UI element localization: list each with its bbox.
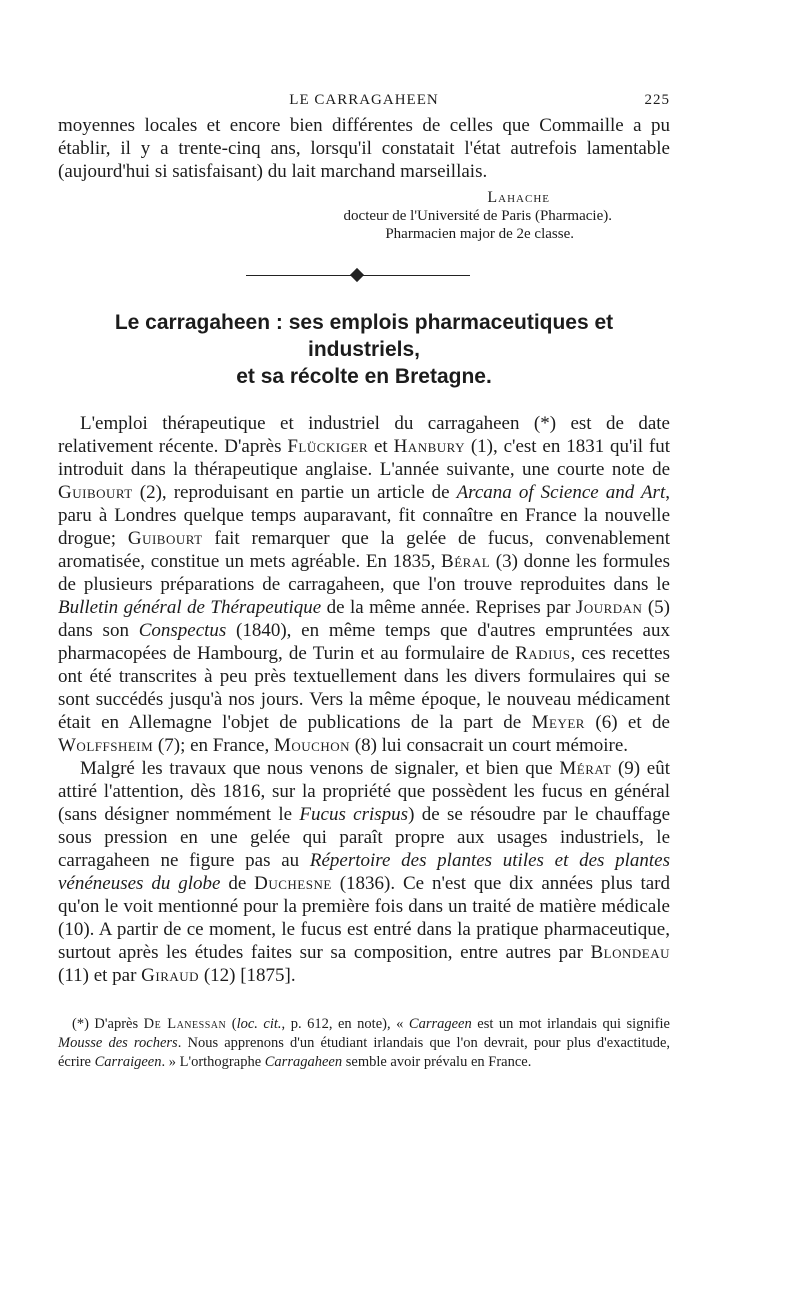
author-ref-giraud: Giraud <box>141 965 200 986</box>
paragraph-1 <box>58 412 670 757</box>
page <box>58 0 670 1072</box>
text-run: (12) [1875]. <box>199 965 296 986</box>
footnote <box>58 1015 670 1072</box>
article-title-line-2: et sa récolte en Bretagne. <box>236 365 492 388</box>
text-run: (9) eût attiré l'attention, dès 1816, sur la propriété que possèdent les fucus en général (sans désigner nommément le <box>58 758 670 825</box>
text-run: fait remarquer que la gelée de fucus, convenablement aromatisée, constitue un mets agréable. En 1835, <box>58 528 670 572</box>
author-rank: Pharmacien major de 2e classe. <box>385 226 574 242</box>
text-run: L'emploi thérapeutique et industriel du carragaheen (*) est de date relativement récente. D'après <box>58 413 670 457</box>
text-run: (1836). Ce n'est que dix années plus tard qu'on le voit mentionné pour la première fois dans un traité de matière médicale (10). A partir de ce moment, le fucus est entré dans la pratique pharmaceutique, surtout après les études faites sur sa composition, entre autres par <box>58 873 671 963</box>
term-mousse-des-rochers: Mousse des rochers <box>58 1035 178 1051</box>
footnote-text <box>58 1015 670 1072</box>
text-run: (8) lui consacrait un court mémoire. <box>350 735 629 756</box>
author-ref-merat: Mérat <box>559 758 612 779</box>
text-run: , p. 612, en note), « <box>281 1016 409 1032</box>
author-ref-radius: Radius <box>515 643 571 664</box>
author-ref-duchesne: Duchesne <box>254 873 332 894</box>
author-ref-beral: Béral <box>441 551 491 572</box>
text-run: ( <box>226 1016 237 1032</box>
text-run: (*) D'après <box>72 1016 144 1032</box>
species-name-fucus: Fucus crispus <box>299 804 409 825</box>
book-title-conspectus: Conspectus <box>138 620 227 641</box>
running-title: LE CARRAGAHEEN <box>289 92 439 108</box>
text-run: de la même année. Reprises par <box>321 597 576 618</box>
text-run: , paru à Londres quelque temps auparavant, fit connaître en France la nouvelle drogue; <box>58 482 670 549</box>
text-run: (11) et par <box>58 965 142 986</box>
author-ref-mouchon: Mouchon <box>273 735 350 756</box>
text-run: de <box>220 873 255 894</box>
author-signature <box>58 189 670 243</box>
term-carraigeen: Carraigeen <box>94 1054 162 1070</box>
author-ref-guibourt: Guibourt <box>127 528 203 549</box>
author-ref-lanessan: De Lanessan <box>143 1016 227 1032</box>
text-run: est un mot irlandais qui signifie <box>471 1016 670 1032</box>
text-run: (6) et de <box>584 712 670 733</box>
previous-article-ending <box>58 114 670 183</box>
text-run: , ces recettes ont été transcrites à peu près textuellement dans les divers formulaires qui se sont succédés jusqu'à nos jours. Vers la même époque, le nouveau médicament était en Allemagne l'objet de publications de la part de <box>58 643 670 733</box>
book-title-repertoire: Répertoire des plantes utiles et des plantes vénéneuses du globe <box>58 850 670 894</box>
author-affiliation: docteur de l'Université de Paris (Pharmacie). <box>343 208 612 224</box>
paragraph-2 <box>58 757 670 987</box>
text-run: Malgré les travaux que nous venons de signaler, et bien que <box>80 758 560 779</box>
article-title <box>58 309 670 390</box>
text-run: (1), c'est en 1831 qu'il fut introduit dans la thérapeutique anglaise. L'année suivante, une courte note de <box>58 436 671 480</box>
citation-loc-cit: loc. cit. <box>236 1016 282 1032</box>
section-divider <box>58 267 670 285</box>
text-run: (1840), en même temps que d'autres empruntées aux pharmacopées de Hambourg, de Turin et au formulaire de <box>58 620 670 664</box>
text-run: et <box>368 436 394 457</box>
text-run: . » L'orthographe <box>161 1054 265 1070</box>
text-run: . Nous apprenons d'un étudiant irlandais que l'on devrait, pour plus d'exactitude, écrire <box>58 1035 671 1070</box>
author-ref-jourdan: Jourdan <box>575 597 643 618</box>
running-head <box>58 86 670 114</box>
term-carragaheen: Carragaheen <box>264 1054 343 1070</box>
author-ref-hanbury: Hanbury <box>393 436 465 457</box>
diamond-ornament-icon <box>350 268 364 282</box>
author-ref-flueckiger: Flückiger <box>287 436 369 457</box>
article-title-line-1: Le carragaheen : ses emplois pharmaceutiques et industriels, <box>114 311 614 361</box>
author-ref-wolffsheim: Wolffsheim <box>58 735 154 756</box>
page-number: 225 <box>644 92 670 108</box>
author-ref-guibourt: Guibourt <box>58 482 133 503</box>
closing-paragraph: moyennes locales et encore bien différentes de celles que Commaille a pu établir, il y a trente-cinq ans, lorsqu'il constatait l'état autrefois lamentable (aujourd'hui si satisfaisant) du lait marchand marseillais. <box>58 115 670 182</box>
author-name: Lahache <box>487 189 550 206</box>
term-carrageen: Carrageen <box>408 1016 472 1032</box>
author-ref-meyer: Meyer <box>531 712 585 733</box>
text-run: ) de se résoudre par le chauffage sous pression en une gelée qui paraît propre aux usages industriels, le carragaheen ne figure pas au <box>58 804 671 871</box>
article-body <box>58 412 670 987</box>
author-ref-blondeau: Blondeau <box>590 942 670 963</box>
text-run: (2), reproduisant en partie un article de <box>132 482 457 503</box>
text-run: semble avoir prévalu en France. <box>342 1054 532 1070</box>
journal-title-arcana: Arcana of Science and Art <box>456 482 666 503</box>
journal-title-bulletin: Bulletin général de Thérapeutique <box>58 597 322 618</box>
text-run: (7); en France, <box>153 735 274 756</box>
text-run: (3) donne les formules de plusieurs préparations de carragaheen, que l'on trouve reproduites dans le <box>58 551 670 595</box>
text-run: (5) dans son <box>58 597 671 641</box>
